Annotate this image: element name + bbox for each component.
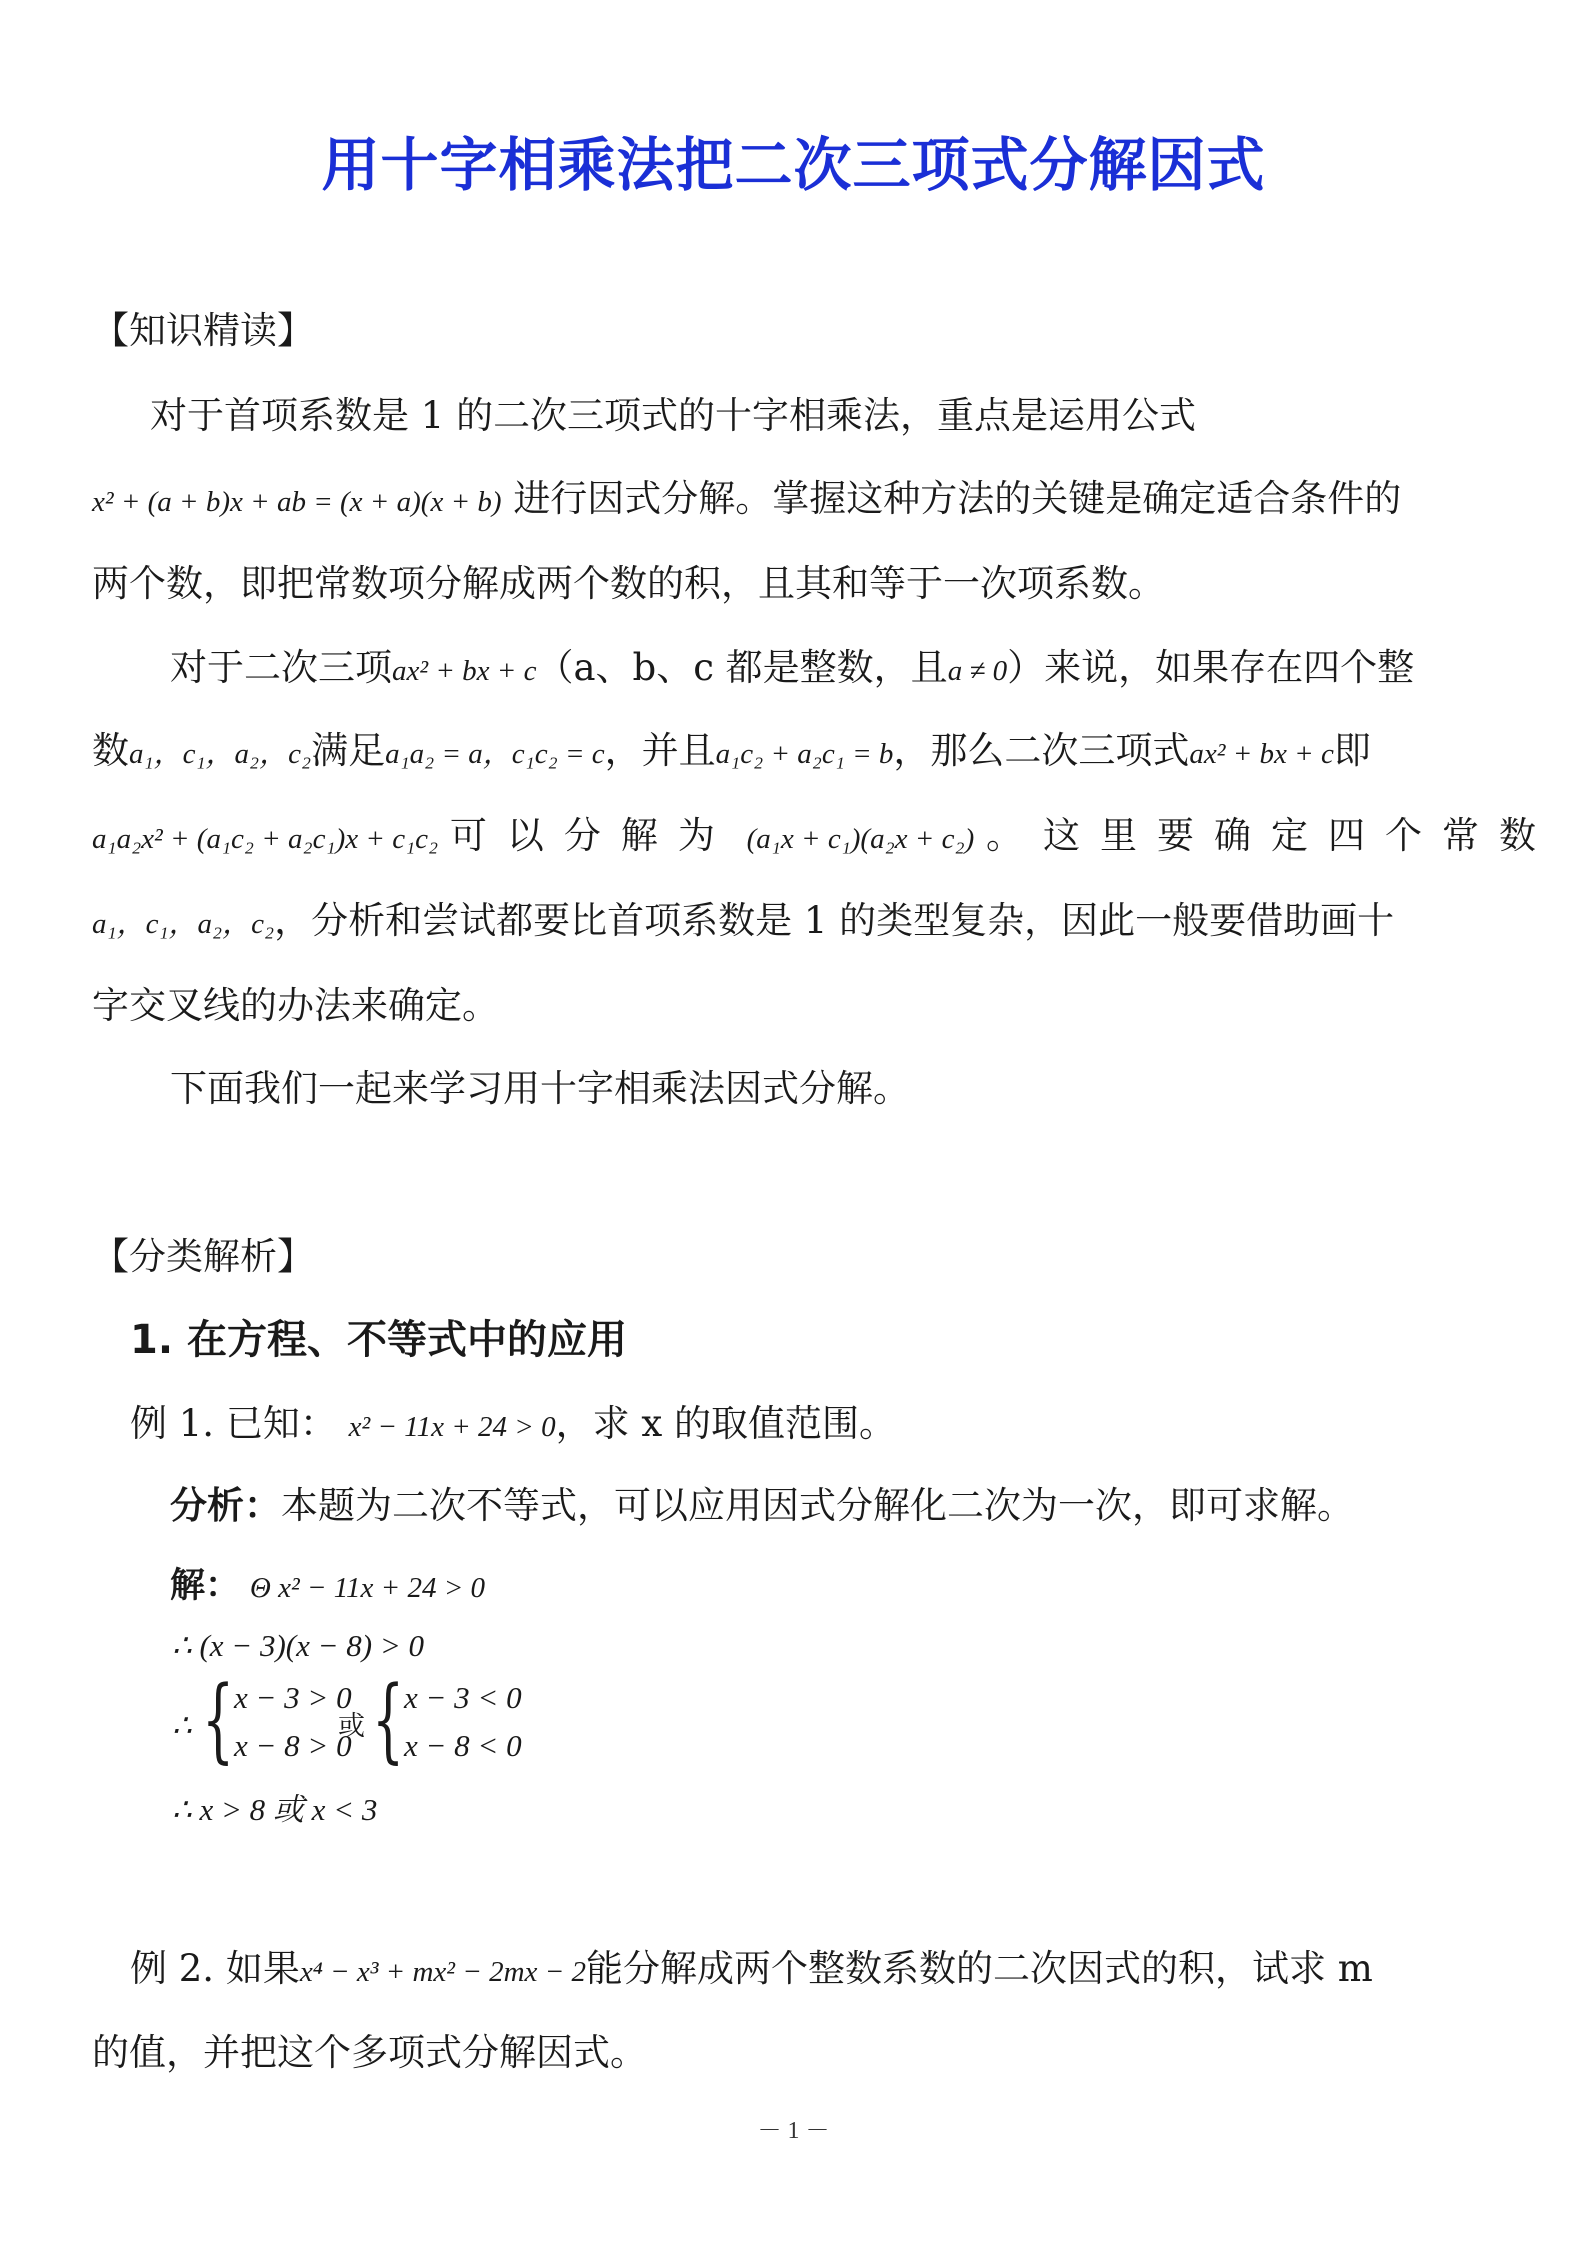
solution-line-1 <box>170 1558 485 1608</box>
solution-system <box>172 1666 532 1790</box>
formula-inequality: x² − 11x + 24 > 0 <box>348 1411 556 1443</box>
formula-a-nonzero: a ≠ 0 <box>947 655 1008 687</box>
text-segment: 。这里要确定四个常数 <box>986 814 1556 857</box>
text-segment: 满足 <box>311 729 386 772</box>
system-1-line-2: x − 8 > 0 <box>234 1728 352 1763</box>
formula-quadratic: ax² + bx + c <box>1189 738 1334 770</box>
text-segment: ，那么二次三项式 <box>893 729 1190 772</box>
system-2-line-2: x − 8 < 0 <box>404 1728 522 1763</box>
formula-quadratic: ax² + bx + c <box>392 655 537 687</box>
text-segment: ，并且 <box>604 729 716 772</box>
formula-square-identity: x² + (a + b)x + ab = (x + a)(x + b) <box>92 486 502 518</box>
paragraph-1-line-3: 两个数，即把常数项分解成两个数的积，且其和等于一次项系数。 <box>92 562 1165 605</box>
text-segment: 例 1. 已知： <box>130 1402 337 1445</box>
example-2-line-1 <box>130 1938 1373 1992</box>
section-heading-knowledge: 【知识精读】 <box>92 309 314 352</box>
paragraph-2-line-5: 字交叉线的办法来确定。 <box>92 984 499 1027</box>
formula-products: a₁a₂ = a，c₁c₂ = c <box>385 738 605 770</box>
or-label: 或 <box>338 1711 365 1742</box>
text-segment: ，求 x 的取值范围。 <box>555 1402 896 1445</box>
text-segment: 例 2. 如果 <box>130 1947 300 1990</box>
page-title: 用十字相乘法把二次三项式分解因式 <box>321 131 1266 199</box>
left-brace: { <box>372 1666 405 1773</box>
formula-quartic: x⁴ − x³ + mx² − 2mx − 2 <box>299 1956 586 1988</box>
paragraph-2-line-2 <box>92 720 1371 774</box>
example-1-statement <box>130 1393 896 1447</box>
formula-factored: (a₁x + c₁)(a₂x + c₂) <box>746 823 975 855</box>
example-1-analysis <box>170 1475 1354 1529</box>
section-heading-analysis: 【分类解析】 <box>92 1235 314 1278</box>
paragraph-1-line-2 <box>92 468 1401 522</box>
text-segment: 数 <box>92 729 129 772</box>
therefore-symbol: ∴ <box>172 1708 192 1743</box>
analysis-text: 本题为二次不等式，可以应用因式分解化二次为一次，即可求解。 <box>281 1484 1354 1527</box>
formula-cross-sum: a₁c₂ + a₂c₁ = b <box>715 738 894 770</box>
formula-expanded: a₁a₂x² + (a₁c₂ + a₂c₁)x + c₁c₂ <box>92 823 439 855</box>
text-segment: 可以分解为 <box>449 814 735 857</box>
paragraph-1-line-2-text: 进行因式分解。掌握这种方法的关键是确定适合条件的 <box>513 477 1402 520</box>
text-segment: 对于二次三项 <box>170 646 392 689</box>
solution-label: 解： <box>170 1566 241 1606</box>
text-segment: （a、b、c 都是整数，且 <box>536 646 948 689</box>
paragraph-3: 下面我们一起来学习用十字相乘法因式分解。 <box>170 1067 910 1110</box>
analysis-label: 分析： <box>170 1484 281 1527</box>
page-number: － 1 － <box>757 2118 830 2144</box>
formula-inequality: Θ x² − 11x + 24 > 0 <box>249 1572 486 1604</box>
paragraph-1-line-1: 对于首项系数是 1 的二次三项式的十字相乘法，重点是运用公式 <box>150 394 1197 437</box>
text-segment: 即 <box>1333 729 1371 772</box>
system-2-line-1: x − 3 < 0 <box>404 1680 522 1715</box>
text-segment: ）来说，如果存在四个整 <box>1007 646 1415 689</box>
left-brace: { <box>202 1666 235 1773</box>
formula-four-integers: a₁，c₁，a₂，c₂ <box>129 738 312 770</box>
solution-line-2: ∴ (x − 3)(x − 8) > 0 <box>172 1628 425 1663</box>
solution-line-4: ∴ x > 8 或 x < 3 <box>172 1792 378 1827</box>
sub-heading-application: 1. 在方程、不等式中的应用 <box>130 1317 627 1363</box>
text-segment: 能分解成两个整数系数的二次因式的积，试求 m <box>585 1947 1373 1990</box>
example-2-line-2: 的值，并把这个多项式分解因式。 <box>92 2031 647 2074</box>
paragraph-2-line-3 <box>92 805 1556 859</box>
text-segment: ，分析和尝试都要比首项系数是 1 的类型复杂，因此一般要借助画十 <box>274 899 1395 942</box>
paragraph-2-line-1 <box>170 637 1414 691</box>
formula-four-integers: a₁，c₁，a₂，c₂ <box>92 908 275 940</box>
paragraph-2-line-4 <box>92 890 1394 944</box>
system-1-line-1: x − 3 > 0 <box>234 1680 352 1715</box>
